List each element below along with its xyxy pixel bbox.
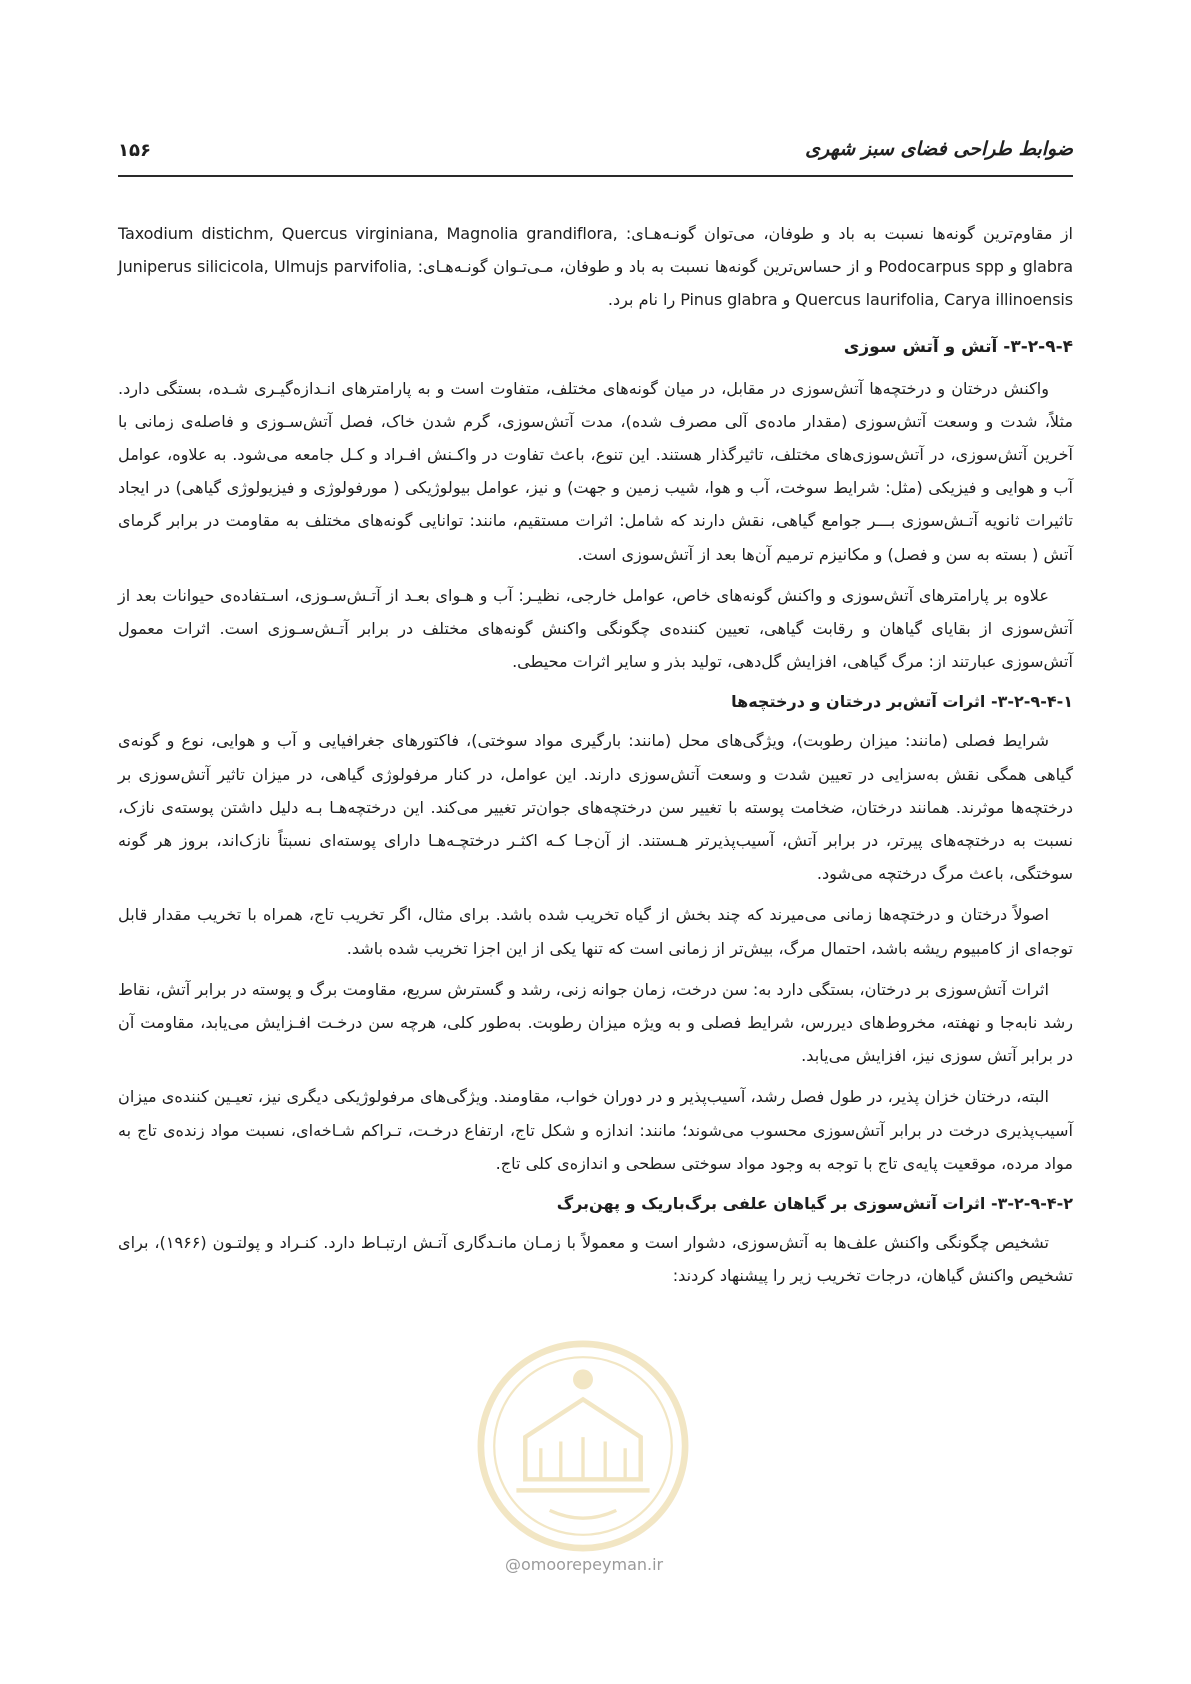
header-divider (118, 175, 1073, 177)
publisher-seal-watermark (472, 1335, 694, 1557)
body-paragraph: تشخیص چگونگی واکنش علف‌ها به آتش‌سوزی، دشوار است و معمولاً با زمـان مانـدگاری آتـش ارتبـاط دارد. کنـراد و پولتـون (۱۹۶۶)، برای تشخیص واکنش گیاهان، درجات تخریب زیر را پیشنهاد کردند: (118, 1233, 1073, 1286)
body-paragraph: شرایط فصلی (مانند: میزان رطوبت)، ویژگی‌های محل (مانند: بارگیری مواد سوختی)، فاکتورهای جغرافیایی و آب و هوایی، نوع و گونه‌ی گیاهی همگی نقش به‌سزایی در تعیین شدت و وسعت آتش‌سوزی دارند. این عوامل، در کنار مرفولوژی گیاهی، در میزان تاثیر آتش‌سوزی بر درختچه‌ها موثرند. همانند درختان، ضخامت پوسته با تغییر سن درختچه‌های جوان‌تر تغییر می‌کند. این درختچه‌هـا بـه دلیل داشتن پوسته‌ی نازک، نسبت به درختچه‌های پیرتر، در برابر آتش، آسیب‌پذیرتر هـستند. از آن‌جـا کـه اکثـر درختچـه‌هـا دارای پوسته‌ای نسبتاً نازک‌اند، بروز هر گونه سوختگی، باعث مرگ درختچه می‌شود. (118, 731, 1073, 884)
watermark-url: @omoorepeyman.ir (505, 1555, 664, 1574)
body-paragraph: اثرات آتش‌سوزی بر درختان، بستگی دارد به: سن درخت، زمان جوانه زنی، رشد و گسترش سریع، مقاومت برگ و پوسته در برابر آتش، نقاط رشد نابه‌جا و نهفته، مخروط‌های دیررس، شرایط فصلی و به ویژه میزان رطوبت. به‌طور کلی، هرچه سن درخـت افـزایش می‌یابد، مقاومت آن در برابر آتش سوزی نیز، افزایش می‌یابد. (118, 979, 1073, 1066)
book-title: ضوابط طراحی فضای سبز شهری (805, 138, 1073, 160)
page-body (118, 217, 1073, 1300)
body-paragraph: واکنش درختان و درختچه‌ها آتش‌سوزی در مقابل، در میان گونه‌های مختلف، متفاوت است و به پارامترهای انـدازه‌گیـری شـده، بستگی دارد. مثلاً، شدت و وسعت آتش‌سوزی (مقدار ماده‌ی آلی مصرف شده)، مدت آتش‌سوزی، گرم شدن خاک، فصل آتش‌سـوزی و فاصله‌ی زمانی با آخرین آتش‌سوزی، در آتش‌سوزی‌های مختلف، تاثیرگذار هستند. این تنوع، باعث تفاوت در واکـنش افـراد و کـل جامعه می‌شود. به علاوه، عوامل آب و هوایی و فیزیکی (مثل: شرایط سوخت، آب و هوا، شیب زمین و جهت) و نیز، عوامل بیولوژیکی ( مورفولوژی و فیزیولوژی گیاهی) در ایجاد تاثیرات ثانویه آتـش‌سوزی بـــر جوامع گیاهی، نقش دارند که شامل: اثرات مستقیم، مانند: توانایی گونه‌های مختلف به مقاومت در برابر گرمای آتش ( بسته به سن و فصل) و مکانیزم ترمیم آن‌ها بعد از آتش‌سوزی است. (118, 378, 1073, 564)
section-heading-herbs: ۳-۲-۹-۴-۲- اثرات آتش‌سوزی بر گیاهان علفی برگ‌باریک و پهن‌برگ (556, 1194, 1073, 1214)
section-heading-fire: ۳-۲-۹-۴- آتش و آتش سوزی (843, 336, 1073, 357)
at-icon: @ (505, 1555, 521, 1574)
body-paragraph: علاوه بر پارامترهای آتش‌سوزی و واکنش گونه‌های خاص، عوامل خارجی، نظیـر: آب و هـوای بعـد از آتـش‌سـوزی، اسـتفاده‌ی حیوانات بعد از آتش‌سوزی از بقایای گیاهان و رقابت گیاهی، تعیین کننده‌ی چگونگی واکنش گونه‌های مختلف در برابر آتـش‌سـوزی است. اثرات معمول آتش‌سوزی عبارتند از: مرگ گیاهی، افزایش گل‌دهی، تولید بذر و سایر اثرات محیطی. (118, 585, 1073, 672)
section-heading-trees: ۳-۲-۹-۴-۱- اثرات آتش‌بر درختان و درختچه‌ها (731, 692, 1073, 712)
intro-paragraph: از مقاوم‌ترین گونه‌ها نسبت به باد و طوفان، می‌توان گونـه‌هـای: Taxodium distichm, Quercus virginiana, Magnolia grandiflora, glabra و Podocarpus spp و از حساس‌ترین گونه‌ها نسبت به باد و طوفان، مـی‌تـوان گونـه‌هـای: Juniperus silicicola, Ulmujs parvifolia, Quercus laurifolia, Carya illinoensis و Pinus glabra را نام برد. (118, 224, 1073, 310)
body-paragraph: البته، درختان خزان پذیر، در طول فصل رشد، آسیب‌پذیر و در دوران خواب، مقاومند. ویژگی‌های مرفولوژیکی دیگری نیز، تعیـین کننده‌ی میزان آسیب‌پذیری درخت در برابر آتش‌سوزی محسوب می‌شوند؛ مانند: اندازه و شکل تاج، ارتفاع درخـت، تـراکم شـاخه‌ای، نسبت مواد زنده‌ی تاج به مواد مرده، موقعیت پایه‌ی تاج با توجه به وجود مواد سوختی سطحی و اندازه‌ی کلی تاج. (118, 1087, 1073, 1173)
page-number: ۱۵۶ (118, 140, 151, 161)
body-paragraph: اصولاً درختان و درختچه‌ها زمانی می‌میرند که چند بخش از گیاه تخریب شده باشد. برای مثال، اگر تخریب تاج، همراه با تخریب مقدار قابل توجه‌ای از کامبیوم ریشه باشد، احتمال مرگ، بیش‌تر از زمانی است که تنها یکی از این اجزا تخریب شده باشد. (118, 905, 1073, 958)
page-header (118, 138, 1073, 170)
